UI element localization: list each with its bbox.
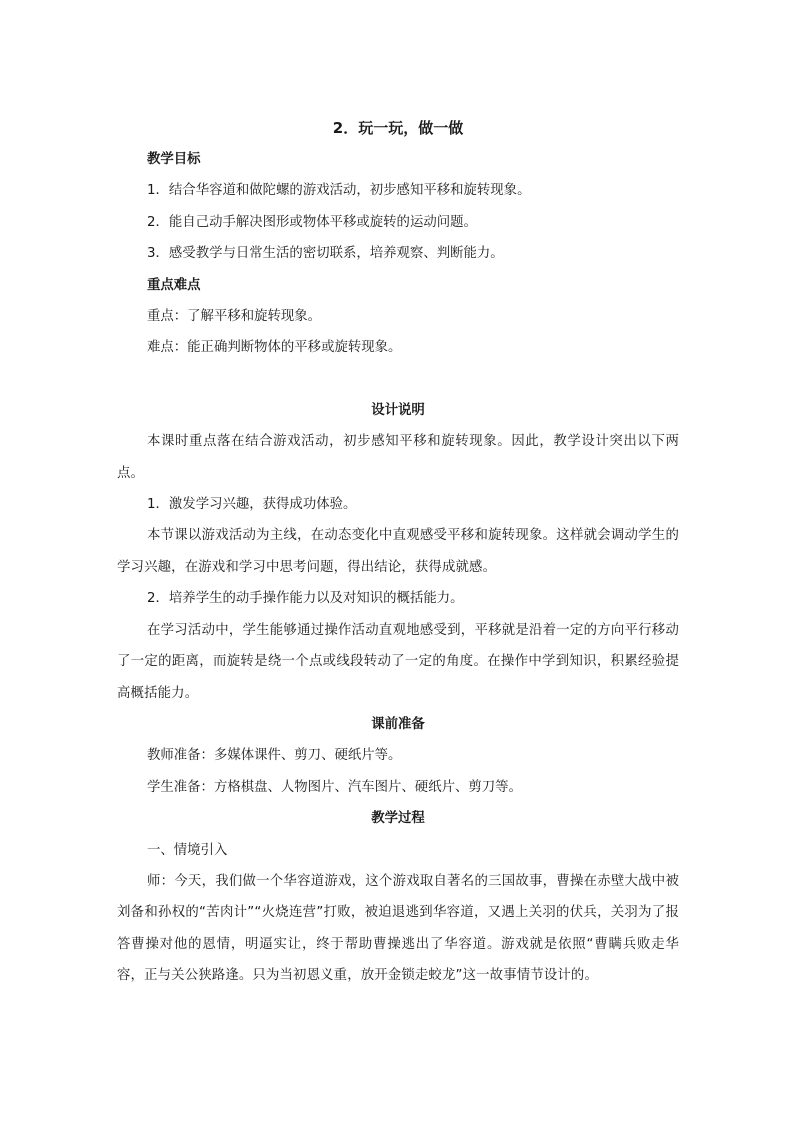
key-point-focus: 重点：了解平移和旋转现象。 <box>147 309 322 325</box>
objective-item: 1．结合华容道和做陀螺的游戏活动，初步感知平移和旋转现象。 <box>147 183 531 199</box>
preparation-student: 学生准备：方格棋盘、人物图片、汽车图片、硬纸片、剪刀等。 <box>147 779 522 795</box>
section-spacer <box>117 364 679 395</box>
design-heading: 设计说明 <box>371 402 425 418</box>
design-intro: 本课时重点落在结合游戏活动，初步感知平移和旋转现象。因此，教学设计突出以下两点。 <box>117 434 679 481</box>
process-section1-heading: 一、情境引入 <box>147 842 228 858</box>
objective-item: 2．能自己动手解决图形或物体平移或旋转的运动问题。 <box>147 214 477 230</box>
design-point2-heading: 2．培养学生的动手操作能力以及对知识的概括能力。 <box>147 591 464 607</box>
preparation-heading: 课前准备 <box>371 716 425 732</box>
design-point1-heading: 1．激发学习兴趣，获得成功体验。 <box>147 497 357 513</box>
document-page <box>117 112 679 992</box>
design-point2-text: 在学习活动中，学生能够通过操作活动直观地感受到，平移就是沿着一定的方向平行移动了一定的距离，而旋转是绕一个点或线段转动了一定的角度。在操作中学到知识，积累经验提高概括能力。 <box>117 622 679 701</box>
key-point-difficulty: 难点：能正确判断物体的平移或旋转现象。 <box>147 340 402 356</box>
objectives-heading: 教学目标 <box>147 152 201 167</box>
objective-item: 3．感受教学与日常生活的密切联系，培养观察、判断能力。 <box>147 246 504 262</box>
process-heading: 教学过程 <box>371 811 425 827</box>
key-points-heading: 重点难点 <box>147 277 201 293</box>
page-title: 2．玩一玩，做一做 <box>332 119 464 137</box>
process-section1-text: 师：今天，我们做一个华容道游戏，这个游戏取自著名的三国故事，曹操在赤壁大战中被刘备和孙权的“苦肉计”“火烧连营”打败，被迫退逃到华容道，又遇上关羽的伏兵，关羽为了报答曹操对他的恩情，明逼实让，终于帮助曹操逃出了华容道。游戏就是依照“曹瞒兵败走华容，正与关公狭路逢。只为当初恩义重，放开金锁走蛟龙”这一故事情节设计的。 <box>117 873 679 984</box>
preparation-teacher: 教师准备：多媒体课件、剪刀、硬纸片等。 <box>147 748 402 764</box>
design-point1-text: 本节课以游戏活动为主线，在动态变化中直观感受平移和旋转现象。这样就会调动学生的学习兴趣，在游戏和学习中思考问题，得出结论，获得成就感。 <box>117 528 679 575</box>
